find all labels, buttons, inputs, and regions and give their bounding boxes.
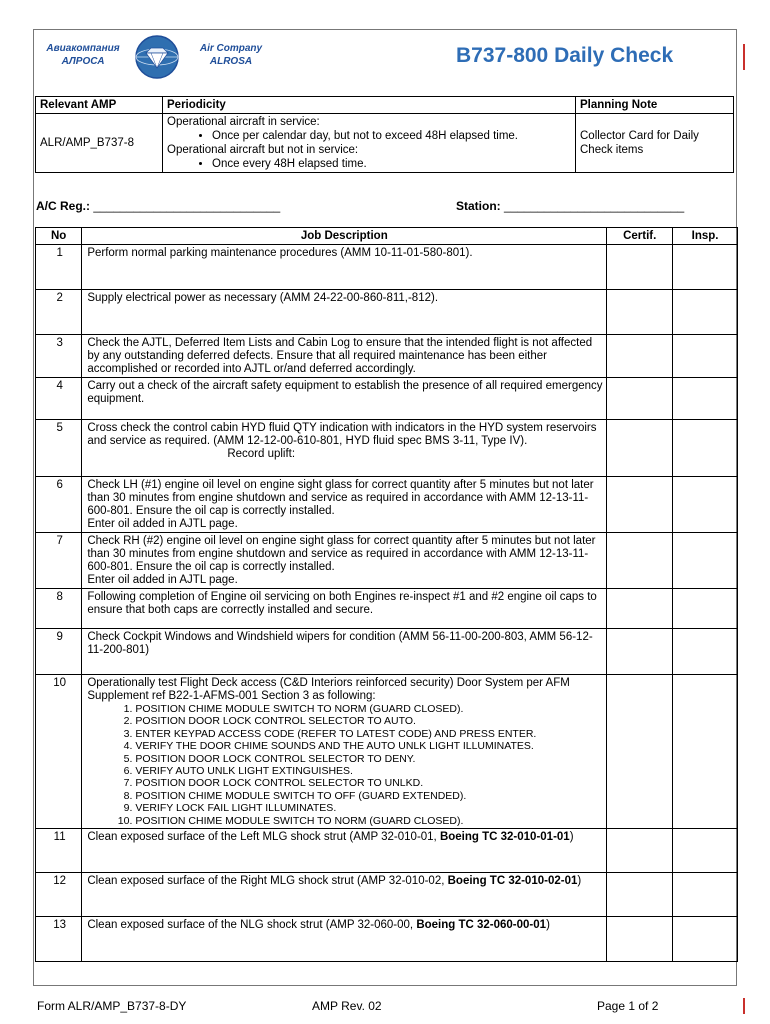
certif-cell[interactable] xyxy=(607,533,673,589)
job-description xyxy=(82,533,607,589)
insp-cell[interactable] xyxy=(673,245,738,290)
table-row xyxy=(36,829,738,873)
certif-cell[interactable] xyxy=(607,477,673,533)
certif-cell[interactable] xyxy=(607,873,673,917)
ac-reg-label: A/C Reg.: xyxy=(36,199,90,213)
row-number: 6 xyxy=(36,477,82,533)
task-card-ref: Boeing TC 32-010-02-01 xyxy=(447,875,578,887)
col-job-description: Job Description xyxy=(82,228,607,245)
table-row xyxy=(36,420,738,477)
periodicity-value xyxy=(163,114,576,173)
logo-ru-text xyxy=(38,42,128,68)
row-number: 1 xyxy=(36,245,82,290)
job-description: Following completion of Engine oil servicing on both Engines re-inspect #1 and #2 engine oil caps to ensure that both caps are correctly installed and secure. xyxy=(82,589,607,629)
task-card-ref: Boeing TC 32-060-00-01 xyxy=(416,919,547,931)
insp-cell[interactable] xyxy=(673,290,738,335)
row-number: 11 xyxy=(36,829,82,873)
insp-cell[interactable] xyxy=(673,378,738,420)
station-label: Station: xyxy=(456,199,501,213)
list-item: 1. POSITION CHIME MODULE SWITCH TO NORM (GUARD CLOSED). xyxy=(135,703,603,715)
certif-cell[interactable] xyxy=(607,335,673,378)
certif-cell[interactable] xyxy=(607,675,673,829)
row-number: 10 xyxy=(36,675,82,829)
certif-cell[interactable] xyxy=(607,378,673,420)
row-number: 12 xyxy=(36,873,82,917)
footer-form-number: Form ALR/AMP_B737-8-DY xyxy=(37,999,187,1013)
logo-ru-line1: Авиакомпания xyxy=(46,43,120,54)
job-description-text: Clean exposed surface of the Right MLG shock strut (AMP 32-010-02, xyxy=(87,875,448,887)
insp-cell[interactable] xyxy=(673,917,738,962)
job-description-text: Operationally test Flight Deck access (C&D Interiors reinforced security) Door System per AFM Supplement ref B22-1-AFMS-001 Section 3 as following: xyxy=(87,677,570,702)
insp-cell[interactable] xyxy=(673,335,738,378)
table-row xyxy=(36,290,738,335)
table-row xyxy=(36,589,738,629)
job-description-text: Check LH (#1) engine oil level on engine sight glass for correct quantity after 5 minutes but not later than 30 minutes from engine shutdown and service as required in accordance with AMM 12-13-11-600-801. Ensure the oil cap is correctly installed. xyxy=(87,479,594,517)
job-description xyxy=(82,829,607,873)
insp-cell[interactable] xyxy=(673,533,738,589)
list-item: 9. VERIFY LOCK FAIL LIGHT ILLUMINATES. xyxy=(135,802,603,814)
ac-reg-field[interactable] xyxy=(36,199,280,213)
row-number: 3 xyxy=(36,335,82,378)
list-item: 5. POSITION DOOR LOCK CONTROL SELECTOR TO DENY. xyxy=(135,753,603,765)
logo-en-line2: ALROSA xyxy=(209,56,253,67)
job-description xyxy=(82,477,607,533)
job-description xyxy=(82,420,607,477)
table-row xyxy=(36,378,738,420)
footer-page-number: Page 1 of 2 xyxy=(597,999,659,1013)
table-row xyxy=(36,477,738,533)
amp-table xyxy=(35,96,734,173)
certif-cell[interactable] xyxy=(607,589,673,629)
job-table xyxy=(35,227,738,962)
document-title: B737-800 Daily Check xyxy=(456,44,674,67)
job-description xyxy=(82,873,607,917)
list-item: 2. POSITION DOOR LOCK CONTROL SELECTOR TO AUTO. xyxy=(135,715,603,727)
job-description: Check the AJTL, Deferred Item Lists and Cabin Log to ensure that the intended flight is not affected by any outstanding deferred defects. Ensure that all required maintenance has been either accomplished or recorded into AJTL or/and deferred accordingly. xyxy=(82,335,607,378)
list-item: 6. VERIFY AUTO UNLK LIGHT EXTINGUISHES. xyxy=(135,765,603,777)
col-periodicity: Periodicity xyxy=(163,97,576,114)
insp-cell[interactable] xyxy=(673,629,738,675)
job-description-tail: ) xyxy=(577,875,582,887)
list-item: 4. VERIFY THE DOOR CHIME SOUNDS AND THE AUTO UNLK LIGHT ILLUMINATES. xyxy=(135,740,603,752)
logo-en-text xyxy=(186,42,276,68)
station-blank[interactable]: ___________________________ xyxy=(504,199,685,213)
relevant-amp-value: ALR/AMP_B737-8 xyxy=(36,114,163,173)
job-description-text: Check RH (#2) engine oil level on engine sight glass for correct quantity after 5 minutes but not later than 30 minutes from engine shutdown and service as required in accordance with AMM 12-13-11-600-801. Ensure the oil cap is correctly installed. xyxy=(87,535,596,573)
row-number: 9 xyxy=(36,629,82,675)
planning-note-value: Collector Card for Daily Check items xyxy=(576,114,734,173)
margin-mark xyxy=(743,44,745,70)
insp-cell[interactable] xyxy=(673,675,738,829)
job-description-text: Clean exposed surface of the Left MLG shock strut (AMP 32-010-01, xyxy=(87,831,440,843)
table-row xyxy=(36,533,738,589)
job-description-text: Cross check the control cabin HYD fluid QTY indication with indicators in the HYD system reservoirs and service as required. (AMM 12-12-00-610-801, HYD fluid spec BMS 3-11, Type IV). xyxy=(87,422,597,447)
row-number: 7 xyxy=(36,533,82,589)
insp-cell[interactable] xyxy=(673,420,738,477)
job-description: Carry out a check of the aircraft safety equipment to establish the presence of all required emergency equipment. xyxy=(82,378,607,420)
job-description xyxy=(82,675,607,829)
record-uplift-label: Record uplift: xyxy=(227,448,296,460)
table-row xyxy=(36,335,738,378)
insp-cell[interactable] xyxy=(673,477,738,533)
certif-cell[interactable] xyxy=(607,629,673,675)
job-description-text: Clean exposed surface of the NLG shock strut (AMP 32-060-00, xyxy=(87,919,417,931)
station-field[interactable] xyxy=(456,199,684,213)
row-number: 5 xyxy=(36,420,82,477)
list-item: 3. ENTER KEYPAD ACCESS CODE (REFER TO LATEST CODE) AND PRESS ENTER. xyxy=(135,728,603,740)
periodicity-bullet1: • Once per calendar day, but not to exceed 48H elapsed time. xyxy=(212,129,571,143)
table-row xyxy=(36,675,738,829)
door-test-steps xyxy=(87,703,603,827)
diamond-emblem-icon xyxy=(134,34,180,80)
job-description: Perform normal parking maintenance procedures (AMM 10-11-01-580-801). xyxy=(82,245,607,290)
certif-cell[interactable] xyxy=(607,829,673,873)
task-card-ref: Boeing TC 32-010-01-01 xyxy=(439,831,570,843)
job-description: Supply electrical power as necessary (AMM 24-22-00-860-811,-812). xyxy=(82,290,607,335)
certif-cell[interactable] xyxy=(607,420,673,477)
document-header xyxy=(36,32,736,90)
insp-cell[interactable] xyxy=(673,873,738,917)
margin-mark xyxy=(743,998,745,1014)
certif-cell[interactable] xyxy=(607,290,673,335)
job-description-tail: ) xyxy=(546,919,550,931)
table-row xyxy=(36,245,738,290)
col-certif: Certif. xyxy=(607,228,673,245)
periodicity-line2: Operational aircraft but not in service: xyxy=(167,144,359,156)
list-item: 8. POSITION CHIME MODULE SWITCH TO OFF (GUARD EXTENDED). xyxy=(135,790,603,802)
table-row xyxy=(36,917,738,962)
table-row xyxy=(36,873,738,917)
table-row xyxy=(36,629,738,675)
logo-en-line1: Air Company xyxy=(199,43,263,54)
footer-revision: AMP Rev. 02 xyxy=(312,999,382,1013)
job-note: Enter oil added in AJTL page. xyxy=(87,574,238,586)
list-item: 7. POSITION DOOR LOCK CONTROL SELECTOR TO UNLKD. xyxy=(135,777,603,789)
logo-ru-line2: АЛРОСА xyxy=(61,56,105,67)
insp-cell[interactable] xyxy=(673,829,738,873)
job-note: Enter oil added in AJTL page. xyxy=(87,518,238,530)
ac-reg-blank[interactable]: ____________________________ xyxy=(93,199,281,213)
job-description-tail: ) xyxy=(569,831,574,843)
col-planning-note: Planning Note xyxy=(576,97,734,114)
list-item: 10. POSITION CHIME MODULE SWITCH TO NORM (GUARD CLOSED). xyxy=(135,815,603,827)
periodicity-bullet2: • Once every 48H elapsed time. xyxy=(212,157,571,171)
row-number: 13 xyxy=(36,917,82,962)
row-number: 4 xyxy=(36,378,82,420)
job-description xyxy=(82,917,607,962)
col-insp: Insp. xyxy=(673,228,738,245)
insp-cell[interactable] xyxy=(673,589,738,629)
certif-cell[interactable] xyxy=(607,245,673,290)
certif-cell[interactable] xyxy=(607,917,673,962)
job-description: Check Cockpit Windows and Windshield wipers for condition (AMM 56-11-00-200-803, AMM 56-12-11-200-801) xyxy=(82,629,607,675)
periodicity-line1: Operational aircraft in service: xyxy=(167,116,320,128)
row-number: 8 xyxy=(36,589,82,629)
col-relevant-amp: Relevant AMP xyxy=(36,97,163,114)
row-number: 2 xyxy=(36,290,82,335)
col-no: No xyxy=(36,228,82,245)
